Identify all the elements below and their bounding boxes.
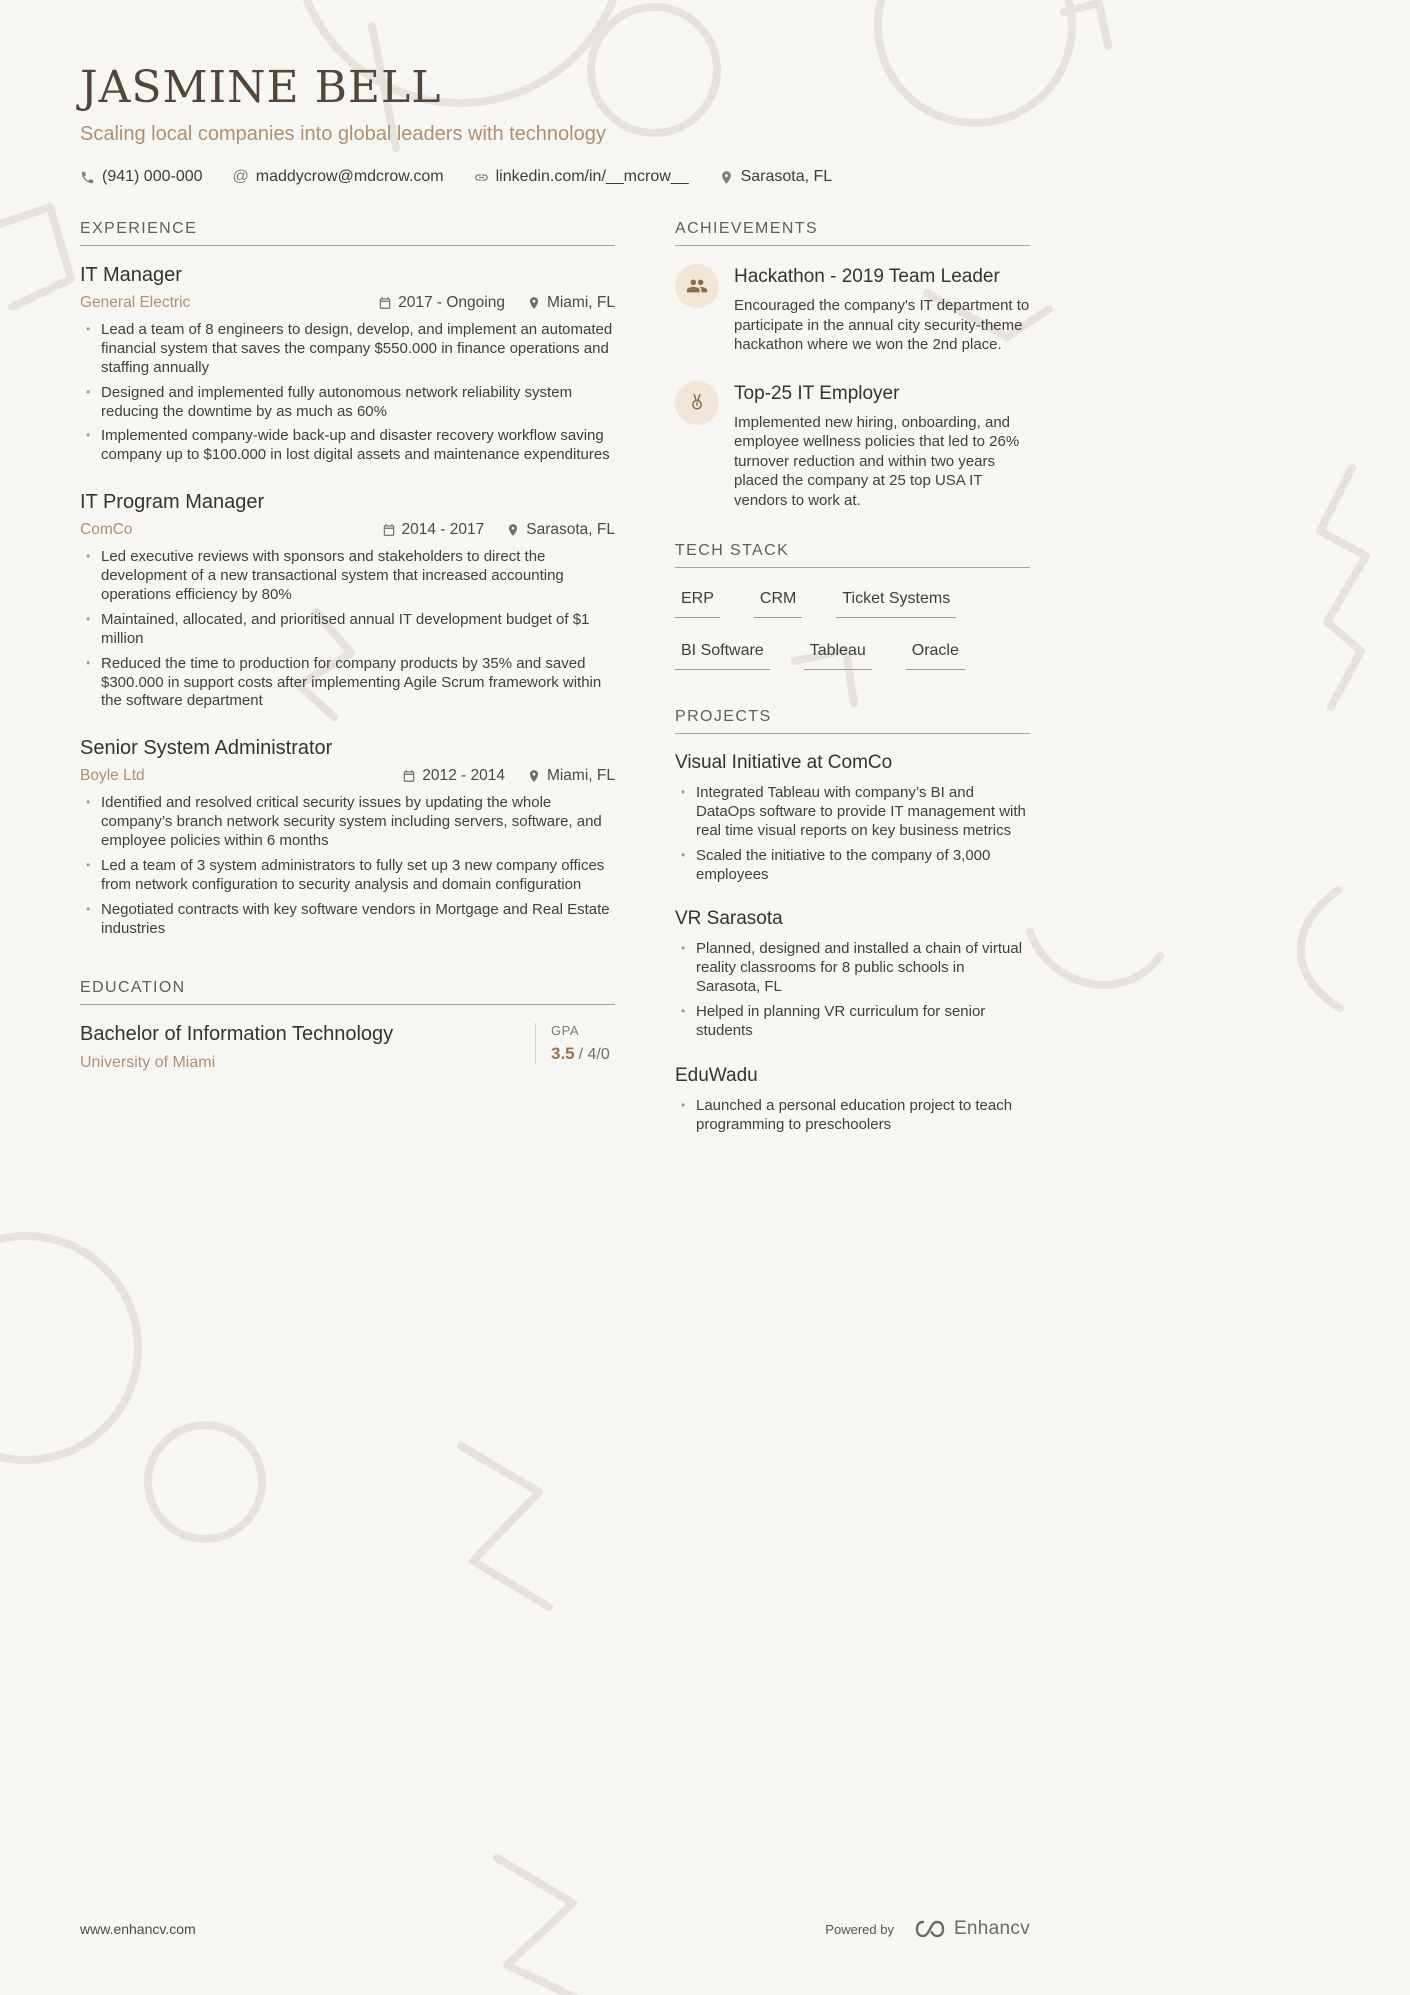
calendar-icon <box>378 296 392 310</box>
job-location <box>527 294 615 312</box>
achievement-content <box>734 264 1030 355</box>
bullet-item: • Negotiated contracts with key software vendors in Mortgage and Real Estate industries <box>80 901 615 939</box>
tech-stack-tag: Oracle <box>906 642 965 670</box>
tech-stack-tag: CRM <box>754 590 802 618</box>
bullet-item: • Implemented company-wide back-up and disaster recovery workflow saving company up to $100.000 in lost digital assets and maintenance expenditures <box>80 427 615 465</box>
achievement-item <box>675 381 1030 511</box>
gpa-block <box>535 1023 615 1064</box>
achievement-title: Top-25 IT Employer <box>734 382 900 404</box>
bullet-item: • Reduced the time to production for company products by 35% and saved $300.000 in support costs after implementing Agile Scrum framework within the software department <box>80 655 615 712</box>
achievement-title: Hackathon - 2019 Team Leader <box>734 266 1000 287</box>
phone-contact <box>80 168 203 186</box>
job-location-text: Miami, FL <box>546 294 615 311</box>
linkedin-text: linkedin.com/in/__mcrow__ <box>495 168 689 185</box>
gpa-scale: / 4/0 <box>578 1045 610 1063</box>
project-item <box>675 752 1030 884</box>
gpa-label: GPA <box>551 1022 579 1038</box>
achievement-item <box>675 264 1030 355</box>
brand-name: Enhancv <box>953 1918 1030 1939</box>
resume-header <box>80 62 1030 186</box>
project-title: Visual Initiative at ComCo <box>675 752 893 773</box>
bullet-item: • Helped in planning VR curriculum for senior students <box>675 1003 1030 1041</box>
bullet-item: • Maintained, allocated, and prioritised annual IT development budget of $1 million <box>80 611 615 649</box>
experience-section-title: EXPERIENCE <box>80 220 615 246</box>
education-section-title: EDUCATION <box>80 979 615 1005</box>
job-location <box>527 767 615 785</box>
email-contact[interactable] <box>233 168 444 186</box>
job-dates-text: 2017 - Ongoing <box>398 294 505 311</box>
powered-by <box>825 1918 1030 1940</box>
bullet-item: • Led executive reviews with sponsors and stakeholders to direct the development of a new transactional system that increased accounting operations efficiency by 80% <box>80 548 615 605</box>
location-pin-icon <box>527 769 541 783</box>
project-title: VR Sarasota <box>675 908 783 930</box>
bullet-list <box>675 784 1030 884</box>
bullet-item: • Integrated Tableau with company’s BI and DataOps software to provide IT management with real time visual reports on key business metrics <box>675 784 1030 841</box>
email-text: maddycrow@mdcrow.com <box>255 168 444 185</box>
people-icon <box>686 275 708 297</box>
job-dates-text: 2012 - 2014 <box>422 767 505 785</box>
powered-by-label: Powered by <box>825 1921 894 1937</box>
job-dates-text: 2014 - 2017 <box>401 521 485 539</box>
achievement-description: Encouraged the company's IT department to participate in the annual city security-theme hackathon where we won the 2nd place. <box>734 297 1030 353</box>
job-meta <box>80 767 615 785</box>
medal-icon <box>686 392 708 414</box>
at-icon: @ <box>232 168 249 185</box>
achievement-icon-badge <box>675 381 719 425</box>
bullet-list <box>675 1097 1030 1135</box>
enhancv-logo-icon <box>914 1919 946 1939</box>
job-role: IT Program Manager <box>80 491 265 514</box>
school-name: University of Miami <box>80 1053 216 1071</box>
job-dates <box>402 767 505 785</box>
bullet-list <box>80 321 615 465</box>
section-experience <box>80 220 615 939</box>
education-item <box>80 1023 615 1072</box>
tech-stack-tag: Ticket Systems <box>836 590 956 618</box>
decor-circle <box>148 1425 262 1539</box>
location-text: Sarasota, FL <box>740 168 833 185</box>
section-education <box>80 979 615 1072</box>
bullet-item: • Identified and resolved critical security issues by updating the whole company’s branch network security system including servers, software, and employee policies within 6 months <box>80 794 615 851</box>
bullet-list <box>80 794 615 938</box>
project-item <box>675 1065 1030 1135</box>
bullet-item: • Launched a personal education project to teach programming to preschoolers <box>675 1097 1030 1135</box>
headline-tagline: Scaling local companies into global leaders with technology <box>80 123 606 145</box>
calendar-icon <box>402 769 416 783</box>
page-footer <box>80 1918 1030 1940</box>
job-location-text: Sarasota, FL <box>526 521 615 539</box>
achievements-section-title: ACHIEVEMENTS <box>675 220 1030 246</box>
tech-stack-tag: BI Software <box>675 642 770 670</box>
education-main <box>80 1023 535 1072</box>
bullet-list <box>80 548 615 711</box>
project-title: EduWadu <box>675 1064 758 1086</box>
contact-row <box>80 168 1030 186</box>
bullet-item: • Designed and implemented fully autonomous network reliability system reducing the downtime by as much as 60% <box>80 384 615 422</box>
person-name: JASMINE BELL <box>80 62 442 113</box>
company-name: ComCo <box>80 521 133 539</box>
bullet-item: • Led a team of 3 system administrators to fully set up 3 new company offices from network configuration to security analysis and domain configuration <box>80 857 615 895</box>
job-dates <box>378 294 505 312</box>
left-column <box>80 220 615 1159</box>
section-tech-stack <box>675 542 1030 670</box>
tech-stack-tag: ERP <box>675 590 720 618</box>
experience-item <box>80 491 615 711</box>
projects-section-title: PROJECTS <box>675 708 1030 734</box>
project-item <box>675 908 1030 1040</box>
location-pin-icon <box>527 296 541 310</box>
job-dates <box>382 521 485 539</box>
company-name: Boyle Ltd <box>80 767 145 785</box>
section-projects <box>675 708 1030 1135</box>
two-column-layout <box>80 220 1030 1159</box>
enhancv-logo[interactable] <box>914 1918 1030 1940</box>
job-meta <box>80 294 615 312</box>
location-pin-icon <box>719 170 734 185</box>
linkedin-contact[interactable] <box>474 168 689 186</box>
job-location <box>506 521 615 539</box>
location-pin-icon <box>506 523 520 537</box>
calendar-icon <box>382 523 396 537</box>
footer-url[interactable]: www.enhancv.com <box>80 1921 196 1937</box>
phone-text: (941) 000-000 <box>102 168 203 185</box>
section-achievements <box>675 220 1030 510</box>
right-column <box>675 220 1030 1159</box>
job-role: Senior System Administrator <box>80 737 333 760</box>
company-name: General Electric <box>80 294 191 311</box>
bullet-item: • Planned, designed and installed a chain of virtual reality classrooms for 8 public schools in Sarasota, FL <box>675 940 1030 997</box>
bullet-item: • Lead a team of 8 engineers to design, develop, and implement an automated financial system that saves the company $550.000 in finance operations and staffing annually <box>80 321 615 378</box>
phone-icon <box>80 170 95 185</box>
gpa-value: 3.5 <box>551 1043 575 1063</box>
job-meta <box>80 521 615 539</box>
bullet-item: • Scaled the initiative to the company of 3,000 employees <box>675 847 1030 885</box>
tech-stack-section-title: TECH STACK <box>675 542 1030 568</box>
decor-circle <box>0 1236 138 1460</box>
bullet-list <box>675 940 1030 1040</box>
tech-stack-tag: Tableau <box>804 642 872 670</box>
degree-name: Bachelor of Information Technology <box>80 1022 394 1045</box>
achievement-content <box>734 381 1030 511</box>
gpa-value-row <box>551 1044 615 1064</box>
experience-item <box>80 264 615 465</box>
job-role: IT Manager <box>80 264 182 286</box>
tech-stack-tags <box>675 586 1030 670</box>
achievement-description: Implemented new hiring, onboarding, and employee wellness policies that led to 26% turnover reduction and within two years placed the company at 25 top USA IT vendors to work at. <box>734 413 1020 509</box>
decor-zigzag <box>461 1446 549 1607</box>
link-icon <box>474 170 489 185</box>
experience-item <box>80 737 615 938</box>
location-contact <box>719 168 833 186</box>
job-location-text: Miami, FL <box>546 767 615 785</box>
achievement-icon-badge <box>675 264 719 308</box>
